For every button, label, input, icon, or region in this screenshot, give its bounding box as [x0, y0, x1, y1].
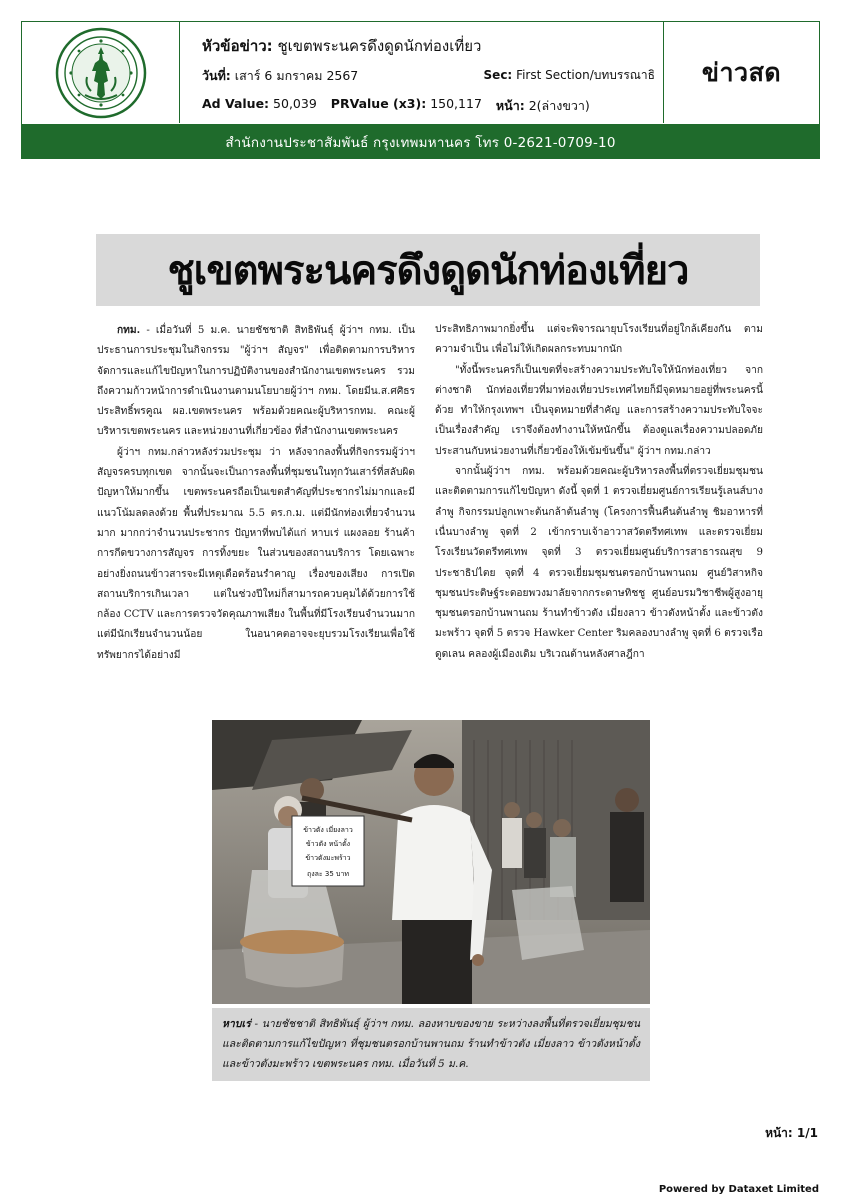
paragraph-text: จากนั้นผู้ว่าฯ กทม. พร้อมด้วยคณะผู้บริหารลงพื้นที่ตรวจเยี่ยมชุมชนและติดตามการแก้ไขปัญหา ดังนี้ จุดที่ 1 ตรวจเยี่ยมศูนย์การเรียนรู้เลนส์บางลำพู กิจกรรมปลูกเพาะต้นกล้าต้นลำพู (โครงการฟื้นคืนต้นลำพู ชิมอาหารที่เนื่นบางลำพู จุดที่ 2 เข้ากราบเจ้าอาวาสวัดตรีทศเทพ และตรวจเยี่ยมโรงเรียนวัดตรีทศเทพ จุดที่ 3 ตรวจเยี่ยมศูนย์บริการสาธารณสุข 9 ประชาธิปไตย จุดที่ 4 ตรวจเยี่ยมชุมชนตรอกบ้านพานถม ศูนย์วิสาหกิจชุมชนประดิษฐ์ระดอยพวงมาลัยจากกระดาษทิชชู ศูนย์อบรมวิชาชีพผู้สูงอายุชุมชนตรอกบ้านพานถม ร้านทำข้าวตัง เมี่ยงลาว ข้าวตังหน้าตั้ง และข้าวตังมะพร้าว จุดที่ 5 ตรวจ Hawker Center ริมคลองบางลำพู จุดที่ 6 ตรวจเรือดูดเลน คลองผู้เมืองเดิม บริเวณด้านหลังศาลฎีกา: [435, 466, 763, 660]
paragraph-text: ประสิทธิภาพมากยิ่งขึ้น แต่จะพิจารณายุบโรงเรียนที่อยู่ใกล้เคียงกัน ตามความจำเป็น เพื่อไม่ให้เกิดผลกระทบมากนัก: [435, 324, 763, 356]
paragraph-text: ผู้ว่าฯ กทม.กล่าวหลังร่วมประชุม ว่า หลังจากลงพื้นที่กิจกรรมผู้ว่าฯ สัญจรครบทุกเขต จากนั้นจะเป็นการลงพื้นที่ชุมชนในทุกวันเสาร์ที่สลับผิดปัญหาให้มากขึ้น เขตพระนครถือเป็นเขตสำคัญที่ประชากรไม่มากและมีแนวโน้มลดลงด้วย พื้นที่ประมาณ 5.5 ตร.ก.ม. แต่มีนักท่องเที่ยวจำนวนมาก มากกว่าจำนวนประชากร ปัญหาที่พบได้แก่ หาบเร่ แผงลอย ร้านค้า การกีดขวางการสัญจร การทิ้งขยะ ในส่วนของสถานบริการ โดยเฉพาะอย่างยิ่งถนนข้าวสารจะมีเหตุเดือดร้อนรำคาญ เรื่องของเสียง การเปิดสถานบริการเกินเวลา แต่ในช่วงปีใหม่ก็สามารถควบคุมได้ด้วยการใช้กล้อง CCTV และการตรวจวัดคุณภาพเสียง ในพื้นที่มีโรงเรียนจำนวนมาก แต่มีนักเรียนจำนวนน้อย ในอนาคตอาจจะยุบรวมโรงเรียนเพื่อใช้ทรัพยากรได้อย่างมี: [97, 446, 415, 661]
section-label: Sec:: [483, 68, 513, 82]
article-column-right: [435, 320, 763, 665]
ad-value-label: Ad Value:: [202, 96, 270, 111]
headline-label: หัวข้อข่าว:: [202, 37, 273, 55]
caption-label: หาบเร่: [222, 1018, 251, 1030]
paragraph-lead: กทม.: [117, 324, 141, 336]
clipping-header: [21, 21, 820, 125]
page-value: 2(ล่างขวา): [528, 98, 590, 113]
street-vendor-photo-icon: [212, 720, 650, 1004]
article-headline-box: [96, 234, 760, 306]
paragraph: [97, 443, 415, 666]
sign-line: ข้าวตัง หน้าตั้ง: [305, 840, 351, 848]
page-label: หน้า:: [495, 98, 525, 113]
caption-text: - นายชัชชาติ สิทธิพันธุ์ ผู้ว่าฯ กทม. ลองหาบของขาย ระหว่างลงพื้นที่ตรวจเยี่ยมชุมชนและติดตามการแก้ไขปัญหา ที่ชุมชนตรอกบ้านพานถม ร้านทำข้าวตัง เมี่ยงลาว ข้าวตังหน้าตั้ง และข้าวตังมะพร้าว เขตพระนคร กทม. เมื่อวันที่ 5 ม.ค.: [222, 1018, 640, 1070]
paragraph: [435, 320, 763, 361]
office-text: สำนักงานประชาสัมพันธ์ กรุงเทพมหานคร โทร 0-2621-0709-10: [225, 135, 616, 151]
date-value: เสาร์ 6 มกราคม 2567: [234, 68, 359, 83]
date-label: วันที่:: [202, 68, 231, 83]
paragraph: [435, 462, 763, 665]
photo-caption: [212, 1008, 650, 1081]
page-number: [765, 1124, 818, 1143]
pr-value-label: PRValue (x3):: [330, 96, 427, 111]
sign-line: ข้าวตัง เมี่ยงลาว: [303, 826, 353, 834]
section-value: First Section/บทบรรณาธิ: [516, 68, 655, 82]
section-row: [484, 66, 655, 85]
date-row: [202, 66, 358, 86]
pr-value: 150,117: [430, 96, 482, 111]
value-row: [202, 96, 590, 116]
bangkok-city-seal-icon: [55, 27, 147, 119]
article-headline: ชูเขตพระนครดึงดูดนักท่องเที่ยว: [167, 247, 689, 294]
sign-line: ข้าวตังมะพร้าว: [305, 854, 351, 862]
ad-value: 50,039: [273, 96, 317, 111]
headline-value: ชูเขตพระนครดึงดูดนักท่องเที่ยว: [277, 37, 482, 55]
page-number-value: 1/1: [796, 1126, 818, 1140]
paragraph-text: - เมื่อวันที่ 5 ม.ค. นายชัชชาติ สิทธิพันธุ์ ผู้ว่าฯ กทม. เป็นประธานการประชุมในกิจกรรม "ผู้ว่าฯ สัญจร" เพื่อติดตามการบริหารจัดการและแก้ไขปัญหาในการปฏิบัติงานของสำนักงานเขตพระนคร รวมถึงความก้าวหน้าการดำเนินงานตามนโยบายผู้ว่าฯ กทม. โดยมีน.ส.ศศิธร ประสิทธิ์พรคูณ ผอ.เขตพระนคร พร้อมด้วยคณะผู้บริหารกทม. คณะผู้บริหารเขตพระนคร และหน่วยงานที่เกี่ยวข้อง ที่สำนักงานเขตพระนคร: [97, 325, 415, 438]
powered-by: Powered by Dataxet Limited: [658, 1184, 819, 1195]
article-column-left: [97, 320, 415, 666]
publication-name: ข่าวสด: [701, 57, 782, 87]
publication-cell: [664, 22, 819, 123]
page-number-label: หน้า:: [765, 1126, 793, 1140]
headline-row: [202, 34, 481, 58]
news-photo: [212, 720, 650, 1004]
clipping-info: [180, 22, 664, 123]
logo-cell: [22, 22, 180, 123]
office-bar: [21, 125, 820, 159]
paragraph: [435, 361, 763, 462]
sign-line: ถุงละ 35 บาท: [306, 870, 350, 878]
paragraph-text: "ทั้งนี้พระนครก็เป็นเขตที่จะสร้างความประทับใจให้นักท่องเที่ยว จากต่างชาติ นักท่องเที่ยวที่มาท่องเที่ยวประเทศไทยก็มีจุดหมายอยู่ที่พระนครนี้ด้วย ทำให้กรุงเทพฯ เป็นจุดหมายที่สำคัญ และการสร้างความประทับใจจะเป็นเรื่องสำคัญ เราจึงต้องทำงานให้หนักขึ้น ต้องดูแลเรื่องความปลอดภัย ประสานกับหน่วยงานที่เกี่ยวข้องให้เข้มข้นขึ้น" ผู้ว่าฯ กทม.กล่าว: [435, 364, 763, 457]
paragraph: [97, 320, 415, 443]
